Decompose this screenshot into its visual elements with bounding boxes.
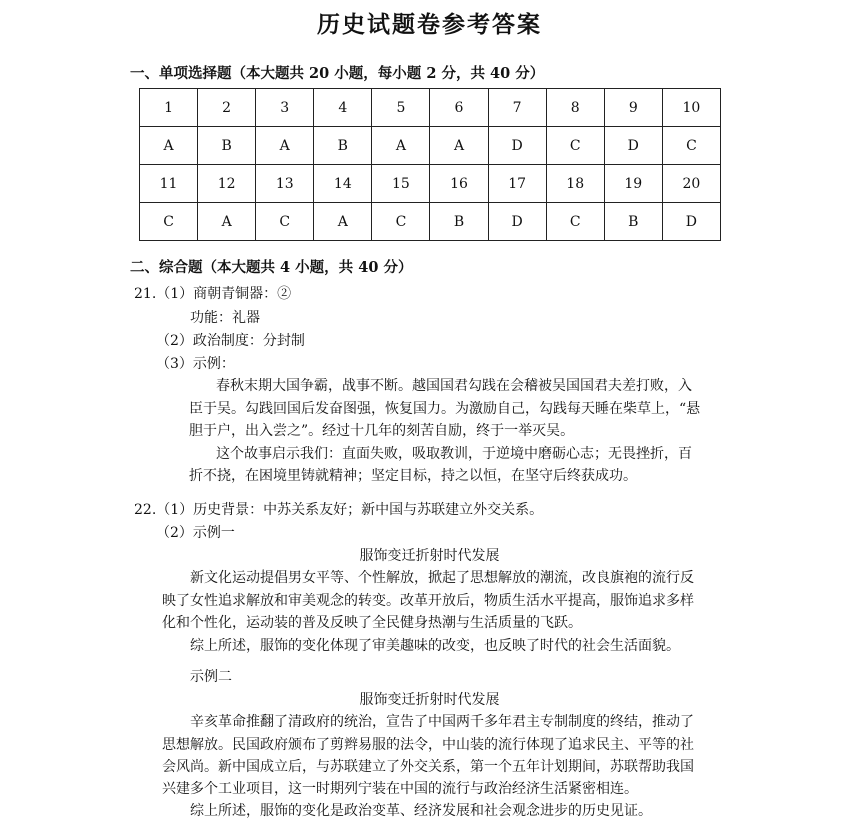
page-title: 历史试题卷参考答案 bbox=[317, 11, 542, 38]
question-number-cell: 5 bbox=[372, 89, 430, 127]
q22-text-line: 新文化运动提倡男女平等、个性解放，掀起了思想解放的潮流，改良旗袍的流行反 bbox=[190, 570, 694, 586]
q21-part3: （3）示例： bbox=[156, 356, 235, 372]
answer-cell: A bbox=[430, 127, 488, 165]
question-number-row bbox=[140, 89, 721, 127]
question-number-cell: 15 bbox=[372, 165, 430, 203]
section1-heading: 一、单项选择题（本大题共 20 小题，每小题 2 分，共 40 分） bbox=[130, 65, 545, 82]
question-number-cell: 2 bbox=[198, 89, 256, 127]
question-number-row bbox=[140, 165, 721, 203]
question-number-cell: 8 bbox=[546, 89, 604, 127]
question-number-cell: 14 bbox=[314, 165, 372, 203]
question-number-cell: 11 bbox=[140, 165, 198, 203]
q22-example2-label: 示例二 bbox=[190, 669, 232, 685]
question-number-cell: 16 bbox=[430, 165, 488, 203]
q22-text-line: 综上所述，服饰的变化体现了审美趣味的改变，也反映了时代的社会生活面貌。 bbox=[190, 638, 680, 654]
q22-text-line: 化和个性化，运动装的普及反映了全民健身热潮与生活质量的飞跃。 bbox=[162, 615, 582, 631]
question-number-cell: 9 bbox=[604, 89, 662, 127]
q21-function: 功能：礼器 bbox=[190, 310, 260, 326]
question-number-cell: 20 bbox=[662, 165, 720, 203]
q22-text-line: 思想解放。民国政府颁布了剪辫易服的法令，中山装的流行体现了追求民主、平等的社 bbox=[162, 737, 694, 753]
answer-cell: B bbox=[314, 127, 372, 165]
answer-cell: A bbox=[372, 127, 430, 165]
answer-cell: C bbox=[256, 203, 314, 241]
answer-cell: A bbox=[314, 203, 372, 241]
q21-text-line: 春秋末期大国争霸，战事不断。越国国君勾践在会稽被吴国国君夫差打败，入 bbox=[216, 378, 692, 394]
answer-cell: A bbox=[256, 127, 314, 165]
question-number-cell: 10 bbox=[662, 89, 720, 127]
q22-example1-title: 服饰变迁折射时代发展 bbox=[359, 548, 500, 564]
answer-cell: C bbox=[546, 127, 604, 165]
q21-part2: （2）政治制度：分封制 bbox=[156, 333, 305, 349]
question-number-cell: 13 bbox=[256, 165, 314, 203]
q22-example2-title: 服饰变迁折射时代发展 bbox=[359, 692, 500, 708]
question-number-cell: 19 bbox=[604, 165, 662, 203]
q22-text-line: 兴建多个工业项目，这一时期列宁装在中国的流行与政治经济生活紧密相连。 bbox=[162, 781, 638, 797]
q22-text-line: 会风尚。新中国成立后，与苏联建立了外交关系，第一个五年计划期间，苏联帮助我国 bbox=[162, 759, 694, 775]
answer-cell: B bbox=[604, 203, 662, 241]
answer-cell: C bbox=[662, 127, 720, 165]
q21-text-line: 这个故事启示我们：直面失败，吸取教训，于逆境中磨砺心志；无畏挫折，百 bbox=[216, 446, 692, 462]
q21-text-line: 胆于户，出入尝之”。经过十几年的刻苦自励，终于一举灭吴。 bbox=[189, 423, 575, 439]
question-number-cell: 4 bbox=[314, 89, 372, 127]
q21-text-line: 折不挠，在困境里铸就精神；坚定目标，持之以恒，在坚守后终获成功。 bbox=[189, 468, 637, 484]
answer-cell: D bbox=[604, 127, 662, 165]
answer-row bbox=[140, 127, 721, 165]
question-number-cell: 12 bbox=[198, 165, 256, 203]
q22-part1: 22.（1）历史背景：中苏关系友好；新中国与苏联建立外交关系。 bbox=[134, 502, 544, 518]
answer-cell: B bbox=[430, 203, 488, 241]
q22-text-line: 综上所述，服饰的变化是政治变革、经济发展和社会观念进步的历史见证。 bbox=[190, 803, 652, 819]
answer-cell: D bbox=[488, 127, 546, 165]
answer-table bbox=[139, 88, 721, 241]
answer-cell: D bbox=[488, 203, 546, 241]
q21-part1: 21.（1）商朝青铜器：② bbox=[134, 286, 292, 302]
question-number-cell: 7 bbox=[488, 89, 546, 127]
q22-text-line: 映了女性追求解放和审美观念的转变。改革开放后，物质生活水平提高，服饰追求多样 bbox=[162, 593, 694, 609]
answer-cell: C bbox=[546, 203, 604, 241]
q22-example1-label: （2）示例一 bbox=[156, 525, 235, 541]
answer-cell: C bbox=[140, 203, 198, 241]
q21-text-line: 臣于吴。勾践回国后发奋图强，恢复国力。为激励自己，勾践每天睡在柴草上，“悬 bbox=[189, 401, 701, 417]
answer-cell: A bbox=[140, 127, 198, 165]
question-number-cell: 3 bbox=[256, 89, 314, 127]
question-number-cell: 1 bbox=[140, 89, 198, 127]
q22-text-line: 辛亥革命推翻了清政府的统治，宣告了中国两千多年君主专制制度的终结，推动了 bbox=[190, 714, 694, 730]
question-number-cell: 17 bbox=[488, 165, 546, 203]
answer-cell: D bbox=[662, 203, 720, 241]
question-number-cell: 18 bbox=[546, 165, 604, 203]
answer-cell: A bbox=[198, 203, 256, 241]
section2-heading: 二、综合题（本大题共 4 小题，共 40 分） bbox=[130, 259, 413, 276]
answer-row bbox=[140, 203, 721, 241]
answer-cell: C bbox=[372, 203, 430, 241]
question-number-cell: 6 bbox=[430, 89, 488, 127]
answer-cell: B bbox=[198, 127, 256, 165]
